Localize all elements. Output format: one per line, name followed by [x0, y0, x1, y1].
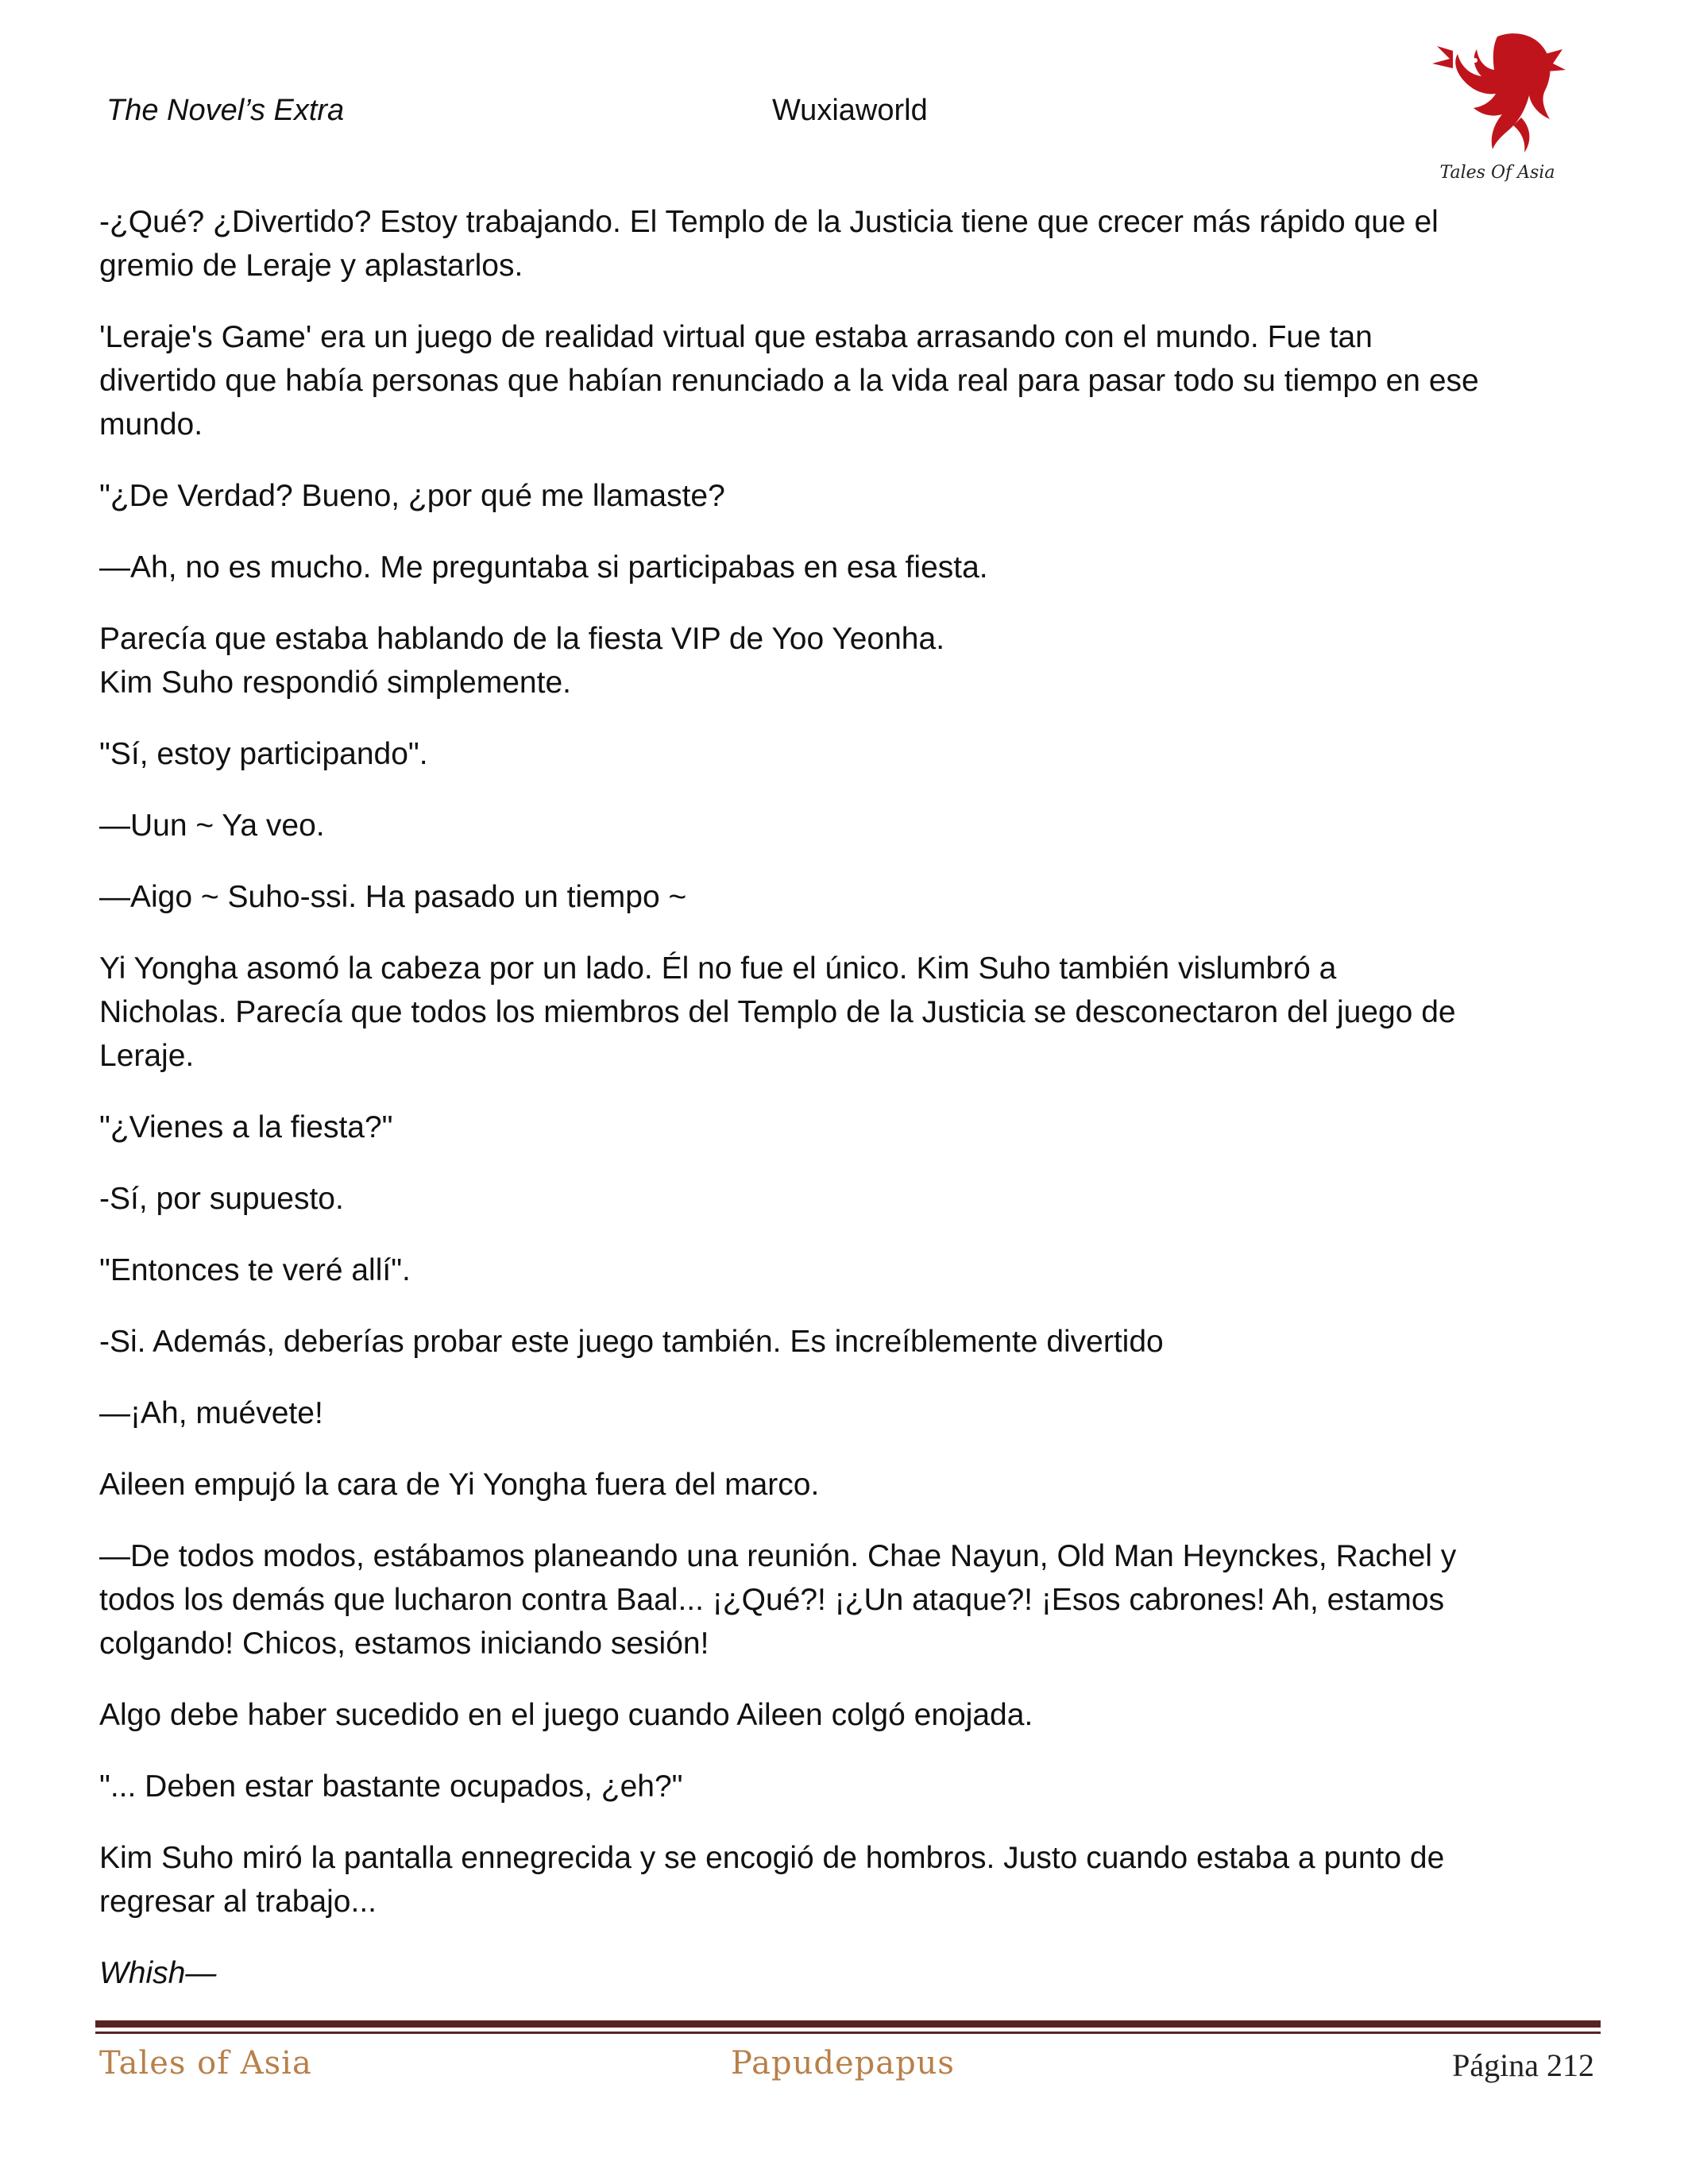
paragraph [99, 804, 1593, 847]
text-line: colgando! Chicos, estamos iniciando sesión! [99, 1626, 709, 1661]
text-line: —De todos modos, estábamos planeando una reunión. Chae Nayun, Old Man Heynckes, Rachel y [99, 1539, 1457, 1573]
body-text [99, 200, 1593, 2023]
text-line: -Sí, por supuesto. [99, 1182, 344, 1216]
paragraph [99, 1391, 1593, 1435]
paragraph [99, 1693, 1593, 1737]
text-line: —¡Ah, muévete! [99, 1396, 323, 1430]
paragraph [99, 1106, 1593, 1149]
text-line: Parecía que estaba hablando de la fiesta VIP de Yoo Yeonha. [99, 622, 945, 656]
paragraph [99, 732, 1593, 776]
footer-brand: Tales of Asia [99, 2045, 312, 2082]
text-line: "... Deben estar bastante ocupados, ¿eh?" [99, 1769, 683, 1804]
footer-translator: Papudepapus [731, 2045, 955, 2082]
dragon-logo-icon [1426, 22, 1569, 189]
text-line: "Entonces te veré allí". [99, 1253, 411, 1287]
footer-rule-thick [95, 2020, 1601, 2028]
paragraph [99, 1248, 1593, 1292]
paragraph [99, 546, 1593, 589]
text-line: "Sí, estoy participando". [99, 737, 428, 771]
text-line: gremio de Leraje y aplastarlos. [99, 249, 523, 283]
text-line: Kim Suho miró la pantalla ennegrecida y se encogió de hombros. Justo cuando estaba a punto de [99, 1841, 1445, 1875]
text-line: Whish— [99, 1956, 217, 1990]
site-name: Wuxiaworld [772, 94, 928, 127]
paragraph [99, 474, 1593, 518]
logo-text: Tales Of Asia [1439, 163, 1555, 183]
paragraph [99, 1320, 1593, 1364]
text-line: Algo debe haber sucedido en el juego cuando Aileen colgó enojada. [99, 1698, 1033, 1732]
text-line: todos los demás que lucharon contra Baal... ¡¿Qué?! ¡¿Un ataque?! ¡Esos cabrones! Ah, estamos [99, 1583, 1445, 1617]
paragraph [99, 1951, 1593, 1995]
text-line: —Aigo ~ Suho-ssi. Ha pasado un tiempo ~ [99, 880, 687, 914]
text-line: -Si. Además, deberías probar este juego también. Es increíblemente divertido [99, 1325, 1164, 1359]
text-line: —Uun ~ Ya veo. [99, 808, 325, 843]
paragraph [99, 1836, 1593, 1924]
text-line: Leraje. [99, 1039, 195, 1073]
paragraph [99, 200, 1593, 287]
text-line: Aileen empujó la cara de Yi Yongha fuera del marco. [99, 1468, 820, 1502]
paragraph [99, 1534, 1593, 1665]
text-line: Nicholas. Parecía que todos los miembros del Templo de la Justicia se desconectaron del juego de [99, 995, 1456, 1029]
paragraph [99, 617, 1593, 704]
text-line: divertido que había personas que habían renunciado a la vida real para pasar todo su tiempo en ese [99, 364, 1479, 398]
text-line: Yi Yongha asomó la cabeza por un lado. Él no fue el único. Kim Suho también vislumbró a [99, 951, 1337, 986]
text-line: —Ah, no es mucho. Me preguntaba si participabas en esa fiesta. [99, 550, 988, 585]
book-title: The Novel’s Extra [106, 94, 345, 127]
paragraph [99, 315, 1593, 446]
footer-rule-thin [95, 2032, 1601, 2034]
text-line: mundo. [99, 407, 203, 442]
paragraph [99, 1177, 1593, 1221]
paragraph [99, 947, 1593, 1078]
text-line: 'Leraje's Game' era un juego de realidad virtual que estaba arrasando con el mundo. Fue tan [99, 320, 1373, 354]
page-number: Página 212 [1452, 2047, 1594, 2083]
paragraph [99, 875, 1593, 919]
text-line: -¿Qué? ¿Divertido? Estoy trabajando. El Templo de la Justicia tiene que crecer más rápido que el [99, 205, 1439, 239]
paragraph [99, 1765, 1593, 1808]
text-line: Kim Suho respondió simplemente. [99, 666, 571, 700]
text-line: regresar al trabajo... [99, 1885, 377, 1919]
text-line: "¿De Verdad? Bueno, ¿por qué me llamaste? [99, 479, 725, 513]
paragraph [99, 1463, 1593, 1507]
text-line: "¿Vienes a la fiesta?" [99, 1110, 393, 1144]
